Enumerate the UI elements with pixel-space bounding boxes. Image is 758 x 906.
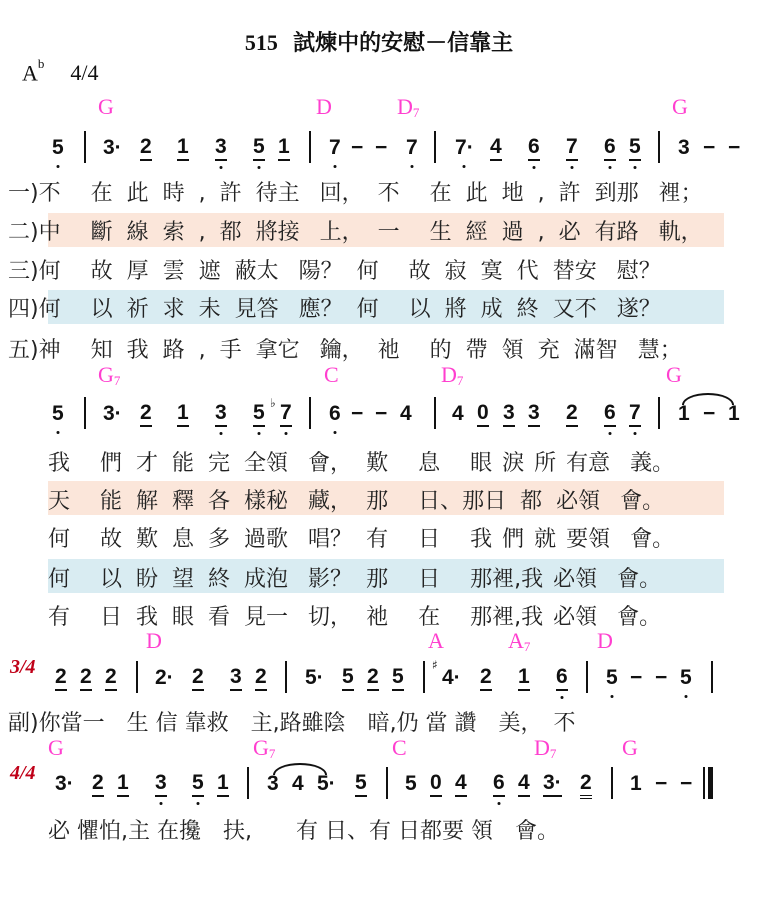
chord: D — [597, 628, 613, 653]
chord: G — [666, 362, 682, 387]
refrain-line-1: 副)你當一 生 信 靠救 主,路雖陰 暗,仍 當 讚 美， 不 — [8, 711, 576, 736]
chord: $G_7$ — [253, 735, 276, 761]
verse-3-line-b: 何 故歎息多過歌 唱？ 有 日 我們就要領 會。 — [48, 527, 675, 552]
chord: C — [324, 362, 339, 387]
chord: $A_7$ — [508, 628, 531, 654]
verse-3-line: 三)何 故厚雲遮蔽太 陽？ 何 故寂寞代替安 慰？ — [8, 259, 661, 284]
chord: G — [98, 94, 114, 119]
chord: $D_7$ — [534, 735, 557, 761]
chord: D — [316, 94, 332, 119]
refrain-line-2: 必 懼怕,主 在攙 扶, 有 日、有 日都要 領 會。 — [48, 819, 559, 844]
chord: G — [672, 94, 688, 119]
verse-2-line-b: 天 能解釋各樣秘 藏， 那 日、那日 都 必領 會。 — [48, 489, 665, 514]
verse-4-line-b: 何 以盼望終成泡 影？ 那 日 那裡,我 必領 會。 — [48, 567, 662, 592]
chord: $D_7$ — [441, 362, 464, 388]
chord: A — [428, 628, 444, 653]
chord: G — [622, 735, 638, 760]
meter-change-4-4: 4/4 — [10, 762, 36, 784]
verse-1-line: 一)不 在此時,許待主 回， 不 在此地,許到那 裡； — [8, 181, 703, 206]
key-signature: $A^b$ 4/4 — [22, 56, 99, 86]
verse-2-line: 二)中 斷線索,都將接 上， 一 生經過,必有路 軌， — [8, 220, 703, 245]
chord: C — [392, 735, 407, 760]
chord: G — [48, 735, 64, 760]
song-title: 515 試煉中的安慰－信靠主 — [244, 30, 514, 56]
verse-5-line: 五)神 知我路,手拿它 鑰， 祂 的帶領充滿智 慧； — [8, 338, 682, 363]
verse-1-line-b: 我 們才能完全領 會， 歎 息 眼淚所有意 義。 — [48, 451, 675, 476]
meter-change-3-4: 3/4 — [10, 656, 36, 678]
verse-5-line-b: 有 日我眼看見一 切， 祂 在 那裡,我 必領 會。 — [48, 605, 662, 630]
verse-4-line: 四)何 以祈求未見答 應？ 何 以將成終又不 遂？ — [8, 297, 661, 322]
chord: $G_7$ — [98, 362, 121, 388]
chord: D — [146, 628, 162, 653]
chord: $D_7$ — [397, 94, 420, 120]
